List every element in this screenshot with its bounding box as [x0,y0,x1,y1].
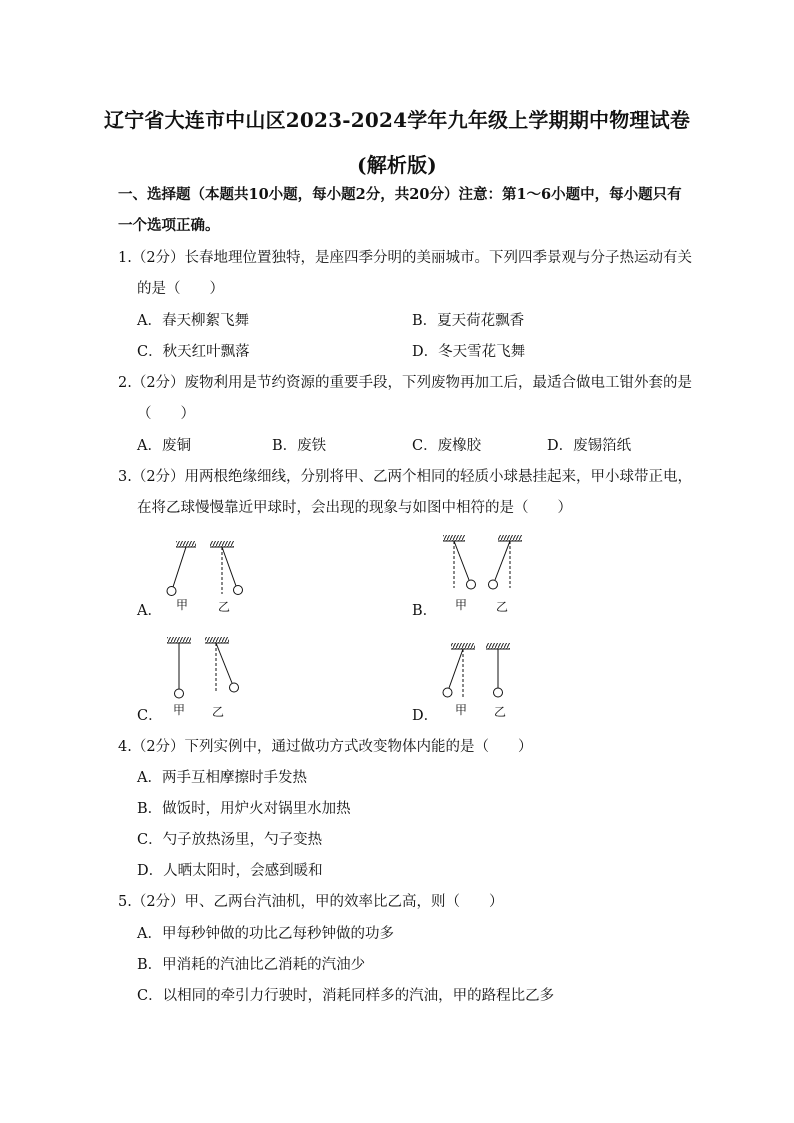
question-2-stem: 2.（2分）废物利用是节约资源的重要手段，下列废物再加工后，最适合做电工钳外套的是 [118,375,693,391]
figure-d [443,643,510,719]
ceiling-support-icon [443,535,465,541]
question-5-option-c[interactable]: C．以相同的牵引力行驶时，消耗同样多的汽油，甲的路程比乙多 [137,988,555,1004]
ceiling-support-icon [210,541,234,547]
ceiling-support-icon [486,643,510,649]
ball-jia [167,587,176,596]
question-3-option-d[interactable]: D． [412,708,439,724]
ball-jia [467,580,476,589]
question-3-option-b[interactable]: B． [412,603,438,619]
question-3-stem-cont: 在将乙球慢慢靠近甲球时，会出现的现象与如图中相符的是（ ） [137,500,572,516]
thread [495,541,510,580]
label-yi: 乙 [494,705,507,719]
question-1-option-b[interactable]: B．夏天荷花飘香 [412,313,525,329]
question-4-option-a[interactable]: A．两手互相摩擦时手发热 [137,770,307,786]
question-2-option-a[interactable]: A．废铜 [137,438,191,454]
question-1-stem-cont: 的是（ ） [137,281,224,297]
question-5-option-a[interactable]: A．甲每秒钟做的功比乙每秒钟做的功多 [137,926,394,942]
question-3-option-c[interactable]: C． [137,708,163,724]
question-5-option-b[interactable]: B．甲消耗的汽油比乙消耗的汽油少 [137,957,366,973]
figure-a [167,541,243,614]
thread [222,547,236,586]
figure-c [167,637,239,719]
question-1-option-d[interactable]: D．冬天雪花飞舞 [412,344,526,360]
thread [449,649,463,688]
thread [216,643,232,683]
section-heading-cont: 一个选项正确。 [118,217,220,234]
question-3-stem: 3.（2分）用两根绝缘细线，分别将甲、乙两个相同的轻质小球悬挂起来，甲小球带正电， [118,469,693,485]
ceiling-support-icon [451,643,475,649]
question-2-option-b[interactable]: B．废铁 [272,438,327,454]
question-4-option-d[interactable]: D．人晒太阳时，会感到暖和 [137,863,323,879]
question-1-option-c[interactable]: C．秋天红叶飘落 [137,344,250,360]
exam-subtitle: (解析版) [357,153,437,177]
figure-b [443,535,522,614]
ball-jia [175,689,184,698]
ball-yi [230,683,239,692]
question-4-stem: 4.（2分）下列实例中，通过做功方式改变物体内能的是（ ） [118,739,533,755]
label-yi: 乙 [212,705,225,719]
ceiling-support-icon [167,637,191,643]
ball-yi [234,586,243,595]
ball-yi [494,688,503,697]
ball-yi [489,580,498,589]
question-4-option-c[interactable]: C．勺子放热汤里，勺子变热 [137,832,323,848]
label-jia: 甲 [176,598,189,612]
question-2-option-c[interactable]: C．废橡胶 [412,438,482,454]
ball-jia [443,688,452,697]
label-jia: 甲 [173,703,186,717]
ceiling-support-icon [176,541,196,547]
question-2-stem-cont: （ ） [137,406,195,422]
question-4-option-b[interactable]: B．做饭时，用炉火对锅里水加热 [137,801,351,817]
section-heading: 一、选择题（本题共10小题，每小题2分，共20分）注意：第1～6小题中，每小题只有 [118,186,682,203]
question-5-stem: 5.（2分）甲、乙两台汽油机，甲的效率比乙高，则（ ） [118,894,504,910]
thread [173,547,186,587]
ceiling-support-icon [205,637,229,643]
question-1-stem: 1.（2分）长春地理位置独特，是座四季分明的美丽城市。下列四季景观与分子热运动有关 [118,250,693,266]
question-2-option-d[interactable]: D．废锡箔纸 [547,438,632,454]
question-1-option-a[interactable]: A．春天柳絮飞舞 [137,313,249,329]
label-yi: 乙 [218,600,231,614]
exam-title: 辽宁省大连市中山区2023-2024学年九年级上学期期中物理试卷 [103,108,691,132]
label-yi: 乙 [496,600,509,614]
question-3-option-a[interactable]: A． [137,603,162,619]
label-jia: 甲 [455,703,468,717]
thread [454,541,469,580]
label-jia: 甲 [455,598,468,612]
ceiling-support-icon [498,535,522,541]
